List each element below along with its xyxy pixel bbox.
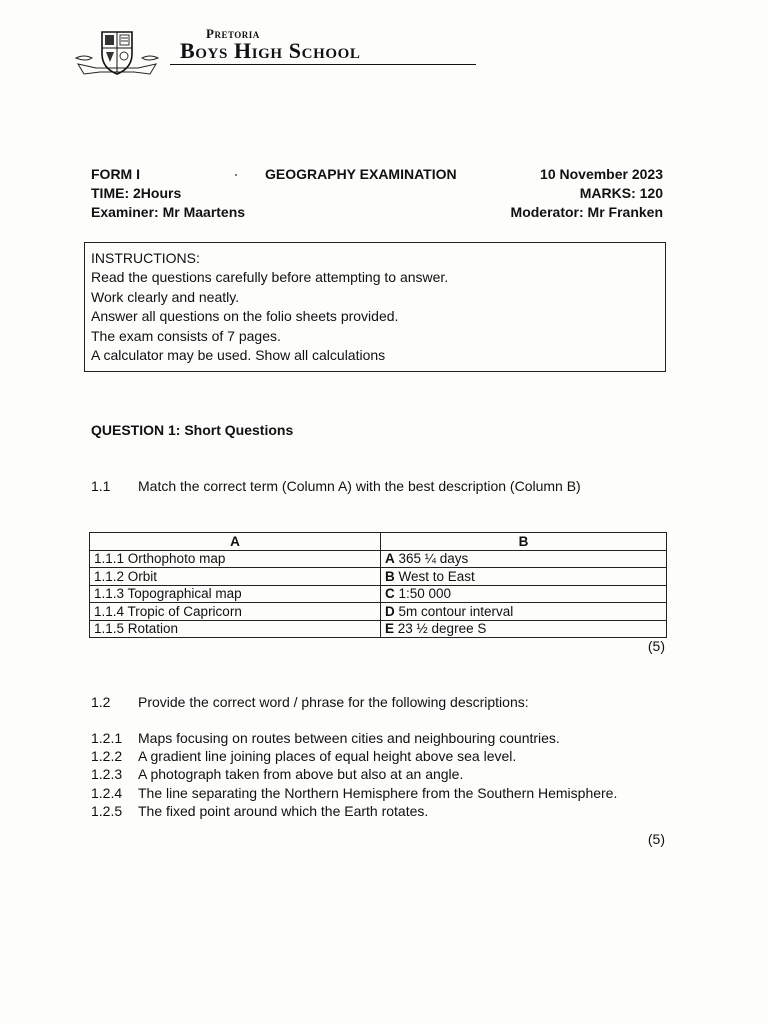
option-letter: C: [385, 586, 395, 602]
table-row: [90, 620, 667, 638]
column-a-cell: 1.1.3 Topographical map: [90, 585, 381, 603]
table-row: [90, 585, 667, 603]
header-rule: [170, 64, 476, 65]
question-1-1-text: Match the correct term (Column A) with the best description (Column B): [138, 478, 581, 494]
option-text: 365 ¼ days: [394, 551, 469, 567]
option-letter: A: [385, 551, 395, 567]
question-1-title: QUESTION 1: Short Questions: [91, 422, 294, 438]
option-text: 1:50 000: [394, 586, 452, 602]
option-letter: D: [385, 603, 395, 619]
table-row: [90, 603, 667, 621]
form-label: FORM I: [91, 166, 140, 182]
instructions-box: [84, 242, 666, 372]
option-letter: E: [385, 621, 395, 637]
instruction-item: Work clearly and neatly.: [91, 288, 240, 305]
stray-dot: [235, 174, 237, 176]
option-text: West to East: [394, 568, 475, 584]
instructions-title: INSTRUCTIONS:: [91, 250, 200, 266]
question-1-1-marks: (5): [647, 638, 665, 654]
school-crest-icon: [74, 28, 160, 84]
school-name-small: Pretoria: [206, 26, 260, 41]
table-row: [90, 568, 667, 586]
column-b-cell: [381, 550, 667, 568]
column-b-header: B: [381, 533, 667, 551]
column-a-header: A: [90, 533, 381, 551]
sub-question-text: The fixed point around which the Earth rotates.: [138, 803, 429, 819]
school-name: Boys High School: [180, 38, 361, 63]
exam-marks: MARKS: 120: [579, 185, 663, 201]
column-b-cell: [381, 620, 667, 638]
option-text: 23 ½ degree S: [394, 621, 487, 637]
instruction-item: A calculator may be used. Show all calculations: [91, 347, 386, 364]
table-header-row: [90, 533, 667, 551]
subject-label: GEOGRAPHY EXAMINATION: [265, 166, 457, 182]
sub-question-number: 1.2.2: [91, 748, 123, 764]
question-1-2-text: Provide the correct word / phrase for the following descriptions:: [138, 694, 529, 710]
sub-question-text: Maps focusing on routes between cities and neighbouring countries.: [138, 730, 560, 746]
column-b-cell: [381, 568, 667, 586]
option-letter: B: [385, 568, 395, 584]
column-b-cell: [381, 585, 667, 603]
sub-question-number: 1.2.5: [91, 803, 123, 819]
question-1-2-marks: (5): [647, 831, 665, 847]
column-a-cell: 1.1.5 Rotation: [90, 620, 381, 638]
column-a-cell: 1.1.2 Orbit: [90, 568, 381, 586]
sub-question-number: 1.2.4: [91, 785, 123, 801]
matching-table: [89, 532, 667, 638]
table-row: [90, 550, 667, 568]
sub-question-text: A gradient line joining places of equal height above sea level.: [138, 748, 517, 764]
exam-date: 10 November 2023: [540, 166, 663, 182]
column-a-cell: 1.1.1 Orthophoto map: [90, 550, 381, 568]
exam-time: TIME: 2Hours: [91, 185, 182, 201]
instruction-item: Answer all questions on the folio sheets provided.: [91, 308, 399, 325]
instruction-item: Read the questions carefully before attempting to answer.: [91, 269, 449, 286]
examiner-label: Examiner: Mr Maartens: [91, 204, 246, 220]
column-b-cell: [381, 603, 667, 621]
question-1-2-number: 1.2: [91, 694, 111, 710]
sub-question-text: A photograph taken from above but also at an angle.: [138, 766, 464, 782]
column-a-cell: 1.1.4 Tropic of Capricorn: [90, 603, 381, 621]
sub-question-text: The line separating the Northern Hemisphere from the Southern Hemisphere.: [138, 785, 618, 801]
sub-question-number: 1.2.3: [91, 766, 123, 782]
question-1-1-number: 1.1: [91, 478, 111, 494]
instruction-item: The exam consists of 7 pages.: [91, 327, 281, 344]
sub-question-number: 1.2.1: [91, 730, 123, 746]
moderator-label: Moderator: Mr Franken: [510, 204, 663, 220]
option-text: 5m contour interval: [394, 603, 514, 619]
